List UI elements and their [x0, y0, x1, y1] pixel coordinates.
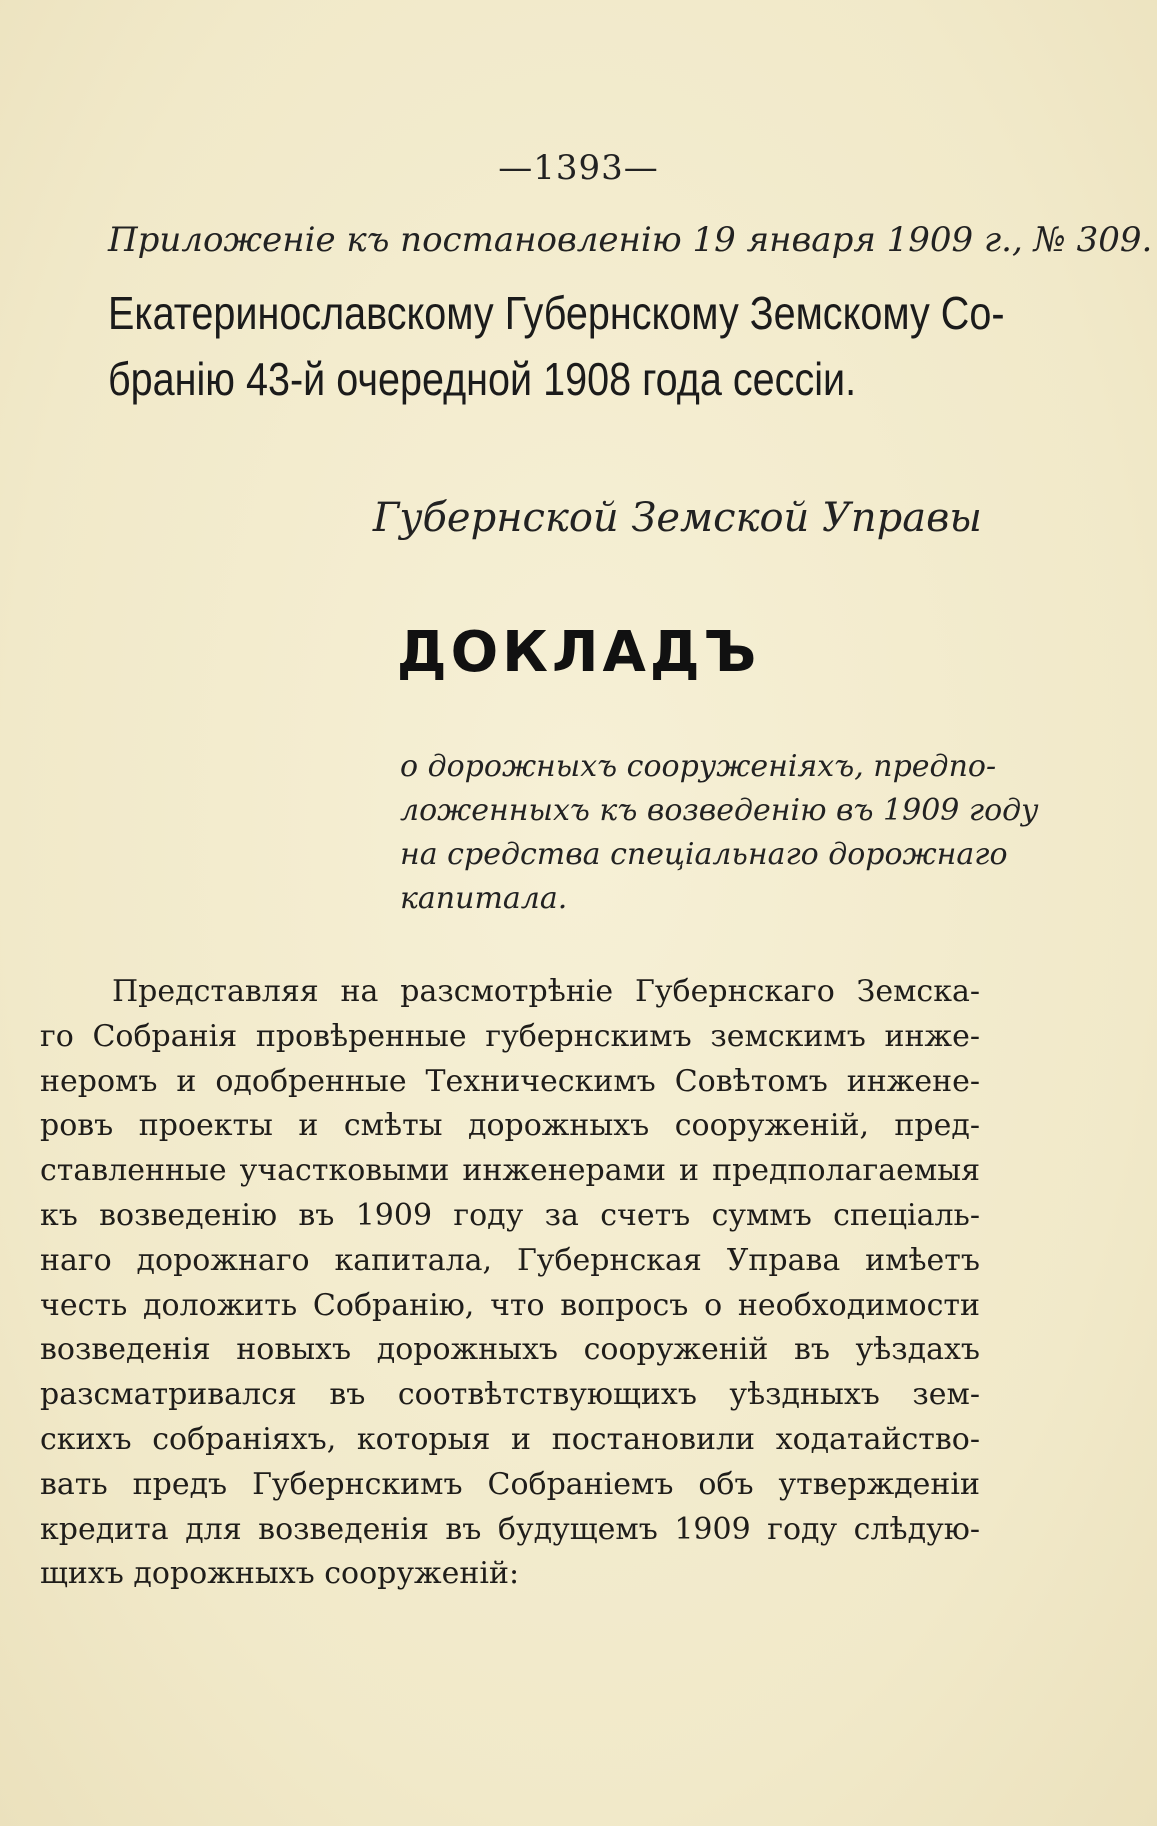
board-title: Губернской Земской Управы [372, 495, 982, 541]
subject-line: о дорожныхъ сооруженіяхъ, предпо- [400, 749, 997, 784]
body-line: разсматривался въ соотвѣтствующихъ уѣздныхъ зем- [40, 1377, 980, 1413]
addressee-line: Екатеринославскому Губернскому Земскому Со- [108, 287, 1005, 339]
body-line: ставленные участковыми инженерами и предполагаемыя [40, 1153, 980, 1189]
body-line: Представляя на разсмотрѣніе Губернскаго Земска- [112, 974, 980, 1009]
subject-line: на средства спеціальнаго дорожнаго [400, 837, 1008, 872]
report-title: ДОКЛАДЪ [396, 620, 761, 685]
report-subject [400, 745, 1039, 921]
body-line: ровъ проекты и смѣты дорожныхъ сооруженій, пред- [40, 1108, 980, 1144]
body-line: наго дорожнаго капитала, Губернская Управа имѣетъ [40, 1242, 980, 1278]
body-line: скихъ собраніяхъ, которыя и постановили ходатайство- [40, 1421, 980, 1457]
body-line: вать предъ Губернскимъ Собраніемъ объ утвержденіи [40, 1466, 980, 1502]
body-paragraph [40, 970, 980, 1597]
appendix-note: Приложеніе къ постановленію 19 января 1909 г., № 309. [108, 220, 1153, 260]
body-line: кредита для возведенія въ будущемъ 1909 году слѣдую- [40, 1511, 980, 1547]
body-line: неромъ и одобренные Техническимъ Совѣтомъ инжене- [40, 1063, 980, 1099]
addressee-line: бранію 43-й очередной 1908 года сессіи. [108, 353, 857, 405]
body-line: къ возведенію въ 1909 году за счетъ суммъ спеціаль- [40, 1197, 980, 1233]
subject-line: капитала. [400, 881, 568, 916]
body-line: го Собранія провѣренные губернскимъ земскимъ инже- [40, 1018, 980, 1054]
addressee-heading [108, 280, 1005, 412]
body-line: щихъ дорожныхъ сооруженій: [40, 1556, 520, 1592]
page-number: —1393— [498, 148, 659, 188]
body-line: возведенія новыхъ дорожныхъ сооруженій въ уѣздахъ [40, 1332, 980, 1368]
subject-line: ложенныхъ къ возведенію въ 1909 году [400, 793, 1039, 828]
body-line: честь доложить Собранію, что вопросъ о необходимости [40, 1287, 980, 1323]
